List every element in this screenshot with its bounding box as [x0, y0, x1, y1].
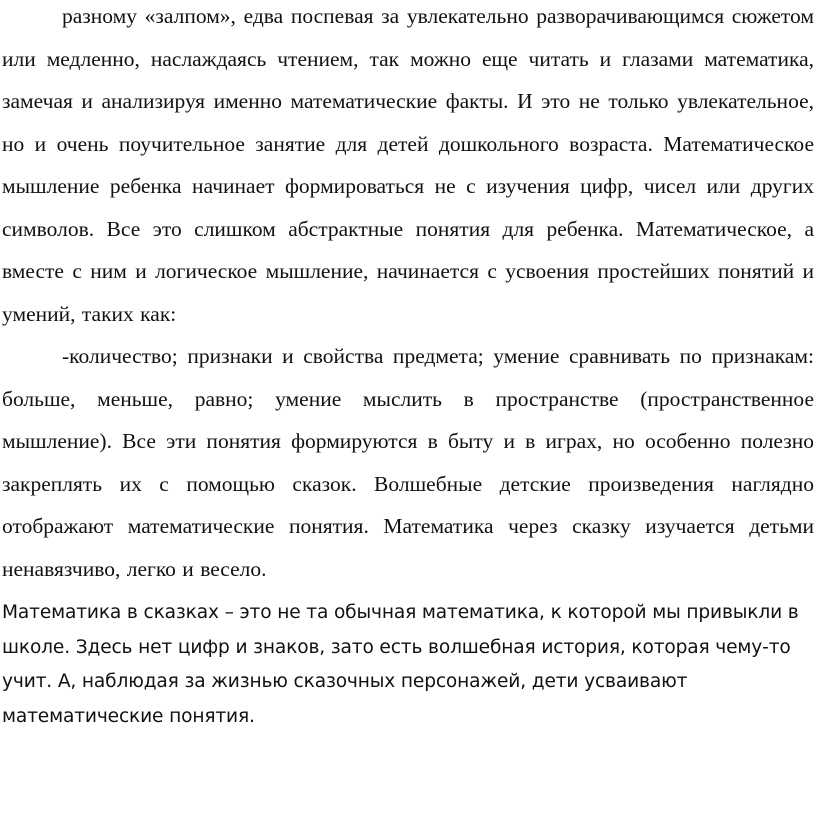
paragraph-1: разному «залпом», едва поспевая за увлекательно разворачивающимся сюжетом или медленно, наслаждаясь чтением, так можно еще читать и глазами математика, замечая и анализируя именно математические факты. И это не только увлекательное, но и очень поучительное занятие для детей дошкольного возраста. Математическое мышление ребенка начинает формироваться не с изучения цифр, чисел или других символов. Все это слишком абстрактные понятия для ребенка. Математическое, а вместе с ним и логическое мышление, начинается с усвоения простейших понятий и умений, таких как: [2, 4, 814, 326]
paragraph-2: -количество; признаки и свойства предмета; умение сравнивать по признакам: больше, меньше, равно; умение мыслить в пространстве (пространственное мышление). Все эти понятия формируются в быту и в играх, но особенно полезно закреплять их с помощью сказок. Волшебные детские произведения наглядно отображают математические понятия. Математика через сказку изучается детьми ненавязчиво, легко и весело. [2, 344, 814, 581]
summary-paragraph: Математика в сказках – это не та обычная математика, к которой мы привыкли в школе. Здесь нет цифр и знаков, зато есть волшебная история, которая чему-то учит. А, наблюдая за жизнью сказочных персонажей, дети усваивают математические понятия. [2, 602, 799, 727]
